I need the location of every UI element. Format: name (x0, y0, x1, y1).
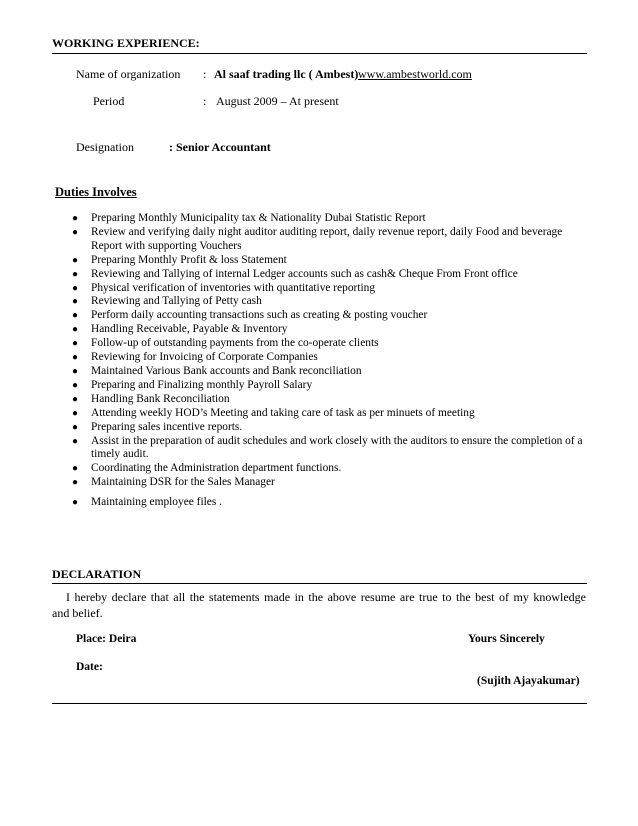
bullet-icon: ● (72, 254, 79, 266)
list-item (52, 268, 592, 282)
bullet-icon: ● (72, 379, 79, 391)
duty-text: Handling Bank Reconciliation (91, 392, 230, 405)
bullet-icon: ● (72, 338, 79, 350)
org-colon: : (203, 67, 207, 81)
duty-text: Reviewing for Invoicing of Corporate Companies (91, 351, 318, 364)
period-label: Period (93, 94, 125, 108)
list-item (52, 496, 592, 510)
list-item (52, 393, 592, 407)
duty-text: Preparing sales incentive reports. (91, 420, 243, 433)
place-line: Place: Deira (76, 633, 137, 645)
list-item (52, 295, 592, 309)
designation-value: : Senior Accountant (169, 140, 271, 154)
bullet-icon: ● (72, 435, 79, 447)
org-label: Name of organization (76, 67, 181, 81)
date-line: Date: (76, 661, 103, 673)
duty-text: Coordinating the Administration department functions. (91, 462, 342, 475)
section-divider (52, 53, 587, 54)
duty-text: Maintaining DSR for the Sales Manager (91, 476, 275, 489)
duties-list (52, 212, 592, 510)
list-item (52, 365, 592, 379)
list-item (52, 337, 592, 351)
bullet-icon: ● (72, 296, 79, 308)
list-item (52, 212, 592, 226)
duty-text: Maintaining employee files . (91, 496, 222, 509)
duty-text: Preparing Monthly Profit & loss Statement (91, 253, 287, 266)
bullet-icon: ● (72, 463, 79, 475)
duty-text-continuation: Report with supporting Vouchers (91, 239, 242, 252)
period-colon: : (203, 94, 207, 108)
list-item (52, 476, 592, 490)
list-item (52, 323, 592, 337)
duty-text: Review and verifying daily night auditor auditing report, daily revenue report, daily Food and beverage (91, 225, 563, 238)
list-item (52, 309, 592, 323)
section-divider (52, 703, 587, 704)
declaration-heading: DECLARATION (52, 567, 142, 581)
bullet-icon: ● (72, 268, 79, 280)
bullet-icon: ● (72, 421, 79, 433)
list-item (52, 351, 592, 365)
declaration-text-line2: and belief. (52, 606, 103, 620)
duty-text: Follow-up of outstanding payments from the co-operate clients (91, 337, 379, 350)
bullet-icon: ● (72, 226, 79, 238)
duty-text: Assist in the preparation of audit schedules and work closely with the auditors to ensure the completion of a (91, 434, 583, 447)
duty-text: Reviewing and Tallying of internal Ledger accounts such as cash& Cheque From Front office (91, 267, 518, 280)
bullet-icon: ● (72, 407, 79, 419)
bullet-icon: ● (72, 282, 79, 294)
list-item (52, 421, 592, 435)
duties-heading: Duties Involves (55, 185, 137, 199)
list-item (52, 379, 592, 393)
org-website-link[interactable]: www.ambestworld.com (358, 67, 472, 81)
designation-label: Designation (76, 140, 134, 154)
period-value: August 2009 – At present (216, 94, 339, 108)
duty-text: Handling Receivable, Payable & Inventory (91, 323, 288, 336)
list-item (52, 282, 592, 296)
duty-text: Attending weekly HOD’s Meeting and taking care of task as per minuets of meeting (91, 406, 475, 419)
bullet-icon: ● (72, 497, 79, 509)
working-experience-heading: WORKING EXPERIENCE: (52, 36, 200, 50)
duty-text: Reviewing and Tallying of Petty cash (91, 295, 262, 308)
bullet-icon: ● (72, 213, 79, 224)
bullet-icon: ● (72, 393, 79, 405)
duty-text: Perform daily accounting transactions such as creating & posting voucher (91, 309, 428, 322)
duty-text: Preparing and Finalizing monthly Payroll Salary (91, 378, 313, 391)
section-divider (52, 583, 587, 584)
bullet-icon: ● (72, 352, 79, 364)
signature-name: (Sujith Ajayakumar) (477, 675, 580, 687)
list-item (52, 254, 592, 268)
bullet-icon: ● (72, 324, 79, 336)
bullet-icon: ● (72, 310, 79, 322)
duty-text: Maintained Various Bank accounts and Bank reconciliation (91, 364, 362, 377)
bullet-icon: ● (72, 477, 79, 489)
org-name: Al saaf trading llc ( Ambest) (214, 67, 359, 81)
list-item (52, 462, 592, 476)
closing-line: Yours Sincerely (468, 633, 545, 645)
list-item (52, 435, 592, 463)
list-item (52, 407, 592, 421)
list-item (52, 226, 592, 254)
duty-text: Preparing Monthly Municipality tax & Nationality Dubai Statistic Report (91, 212, 426, 224)
declaration-text-line1: I hereby declare that all the statements made in the above resume are true to the best of my knowledge (66, 590, 586, 604)
duty-text-continuation: timely audit. (91, 448, 149, 461)
bullet-icon: ● (72, 365, 79, 377)
duty-text: Physical verification of inventories with quantitative reporting (91, 281, 376, 294)
